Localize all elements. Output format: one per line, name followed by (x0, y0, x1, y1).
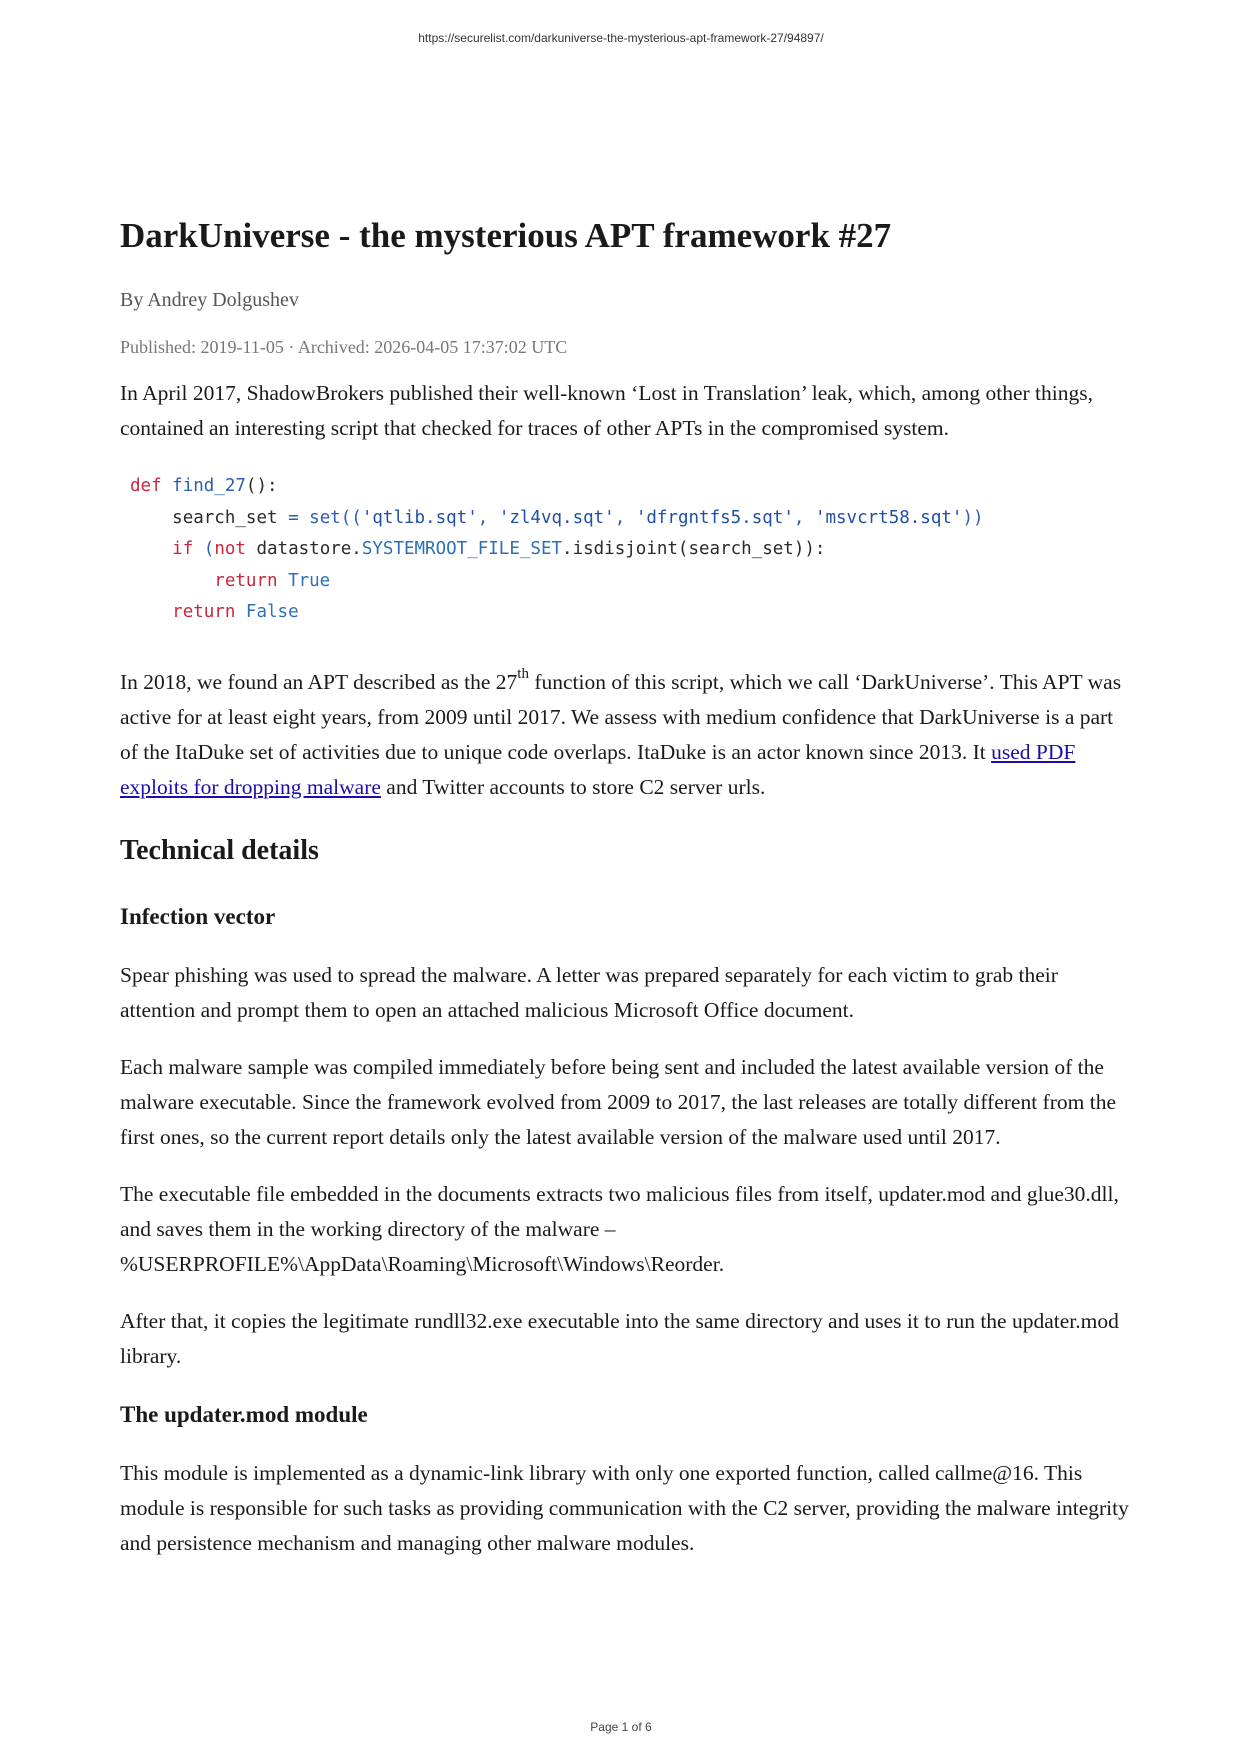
article-title: DarkUniverse - the mysterious APT framework #27 (120, 216, 892, 255)
code-string: 'zl4vq.sqt' (498, 507, 615, 528)
page-url: https://securelist.com/darkuniverse-the-mysterious-apt-framework-27/94897/ (418, 31, 824, 45)
publish-meta: Published: 2019-11-05 · Archived: 2026-04-05 17:37:02 UTC (120, 337, 568, 357)
paragraph-2018 (120, 665, 1130, 805)
article (120, 212, 1130, 1561)
code-string: 'dfrgntfs5.sqt' (635, 507, 794, 528)
intro-paragraph: In April 2017, ShadowBrokers published their well-known ‘Lost in Translation’ leak, which, among other things, contained an interesting script that checked for traces of other APTs in the compromised system. (120, 381, 1093, 440)
code-text: (): (245, 476, 278, 496)
code-text: )) (962, 507, 984, 528)
paragraph-text: and Twitter accounts to store C2 server urls. (380, 774, 766, 799)
superscript: th (517, 666, 529, 683)
code-keyword: def (130, 476, 162, 496)
compiled-paragraph: Each malware sample was compiled immediately before being sent and included the latest available version of the malware executable. Since the framework evolved from 2009 to 2017, the last releases are totally different from the first ones, so the current report details only the latest available version of the malware used until 2017. (120, 1054, 1116, 1149)
code-text: (( (340, 507, 362, 528)
code-text: .isdisjoint(search_set)): (562, 539, 826, 559)
spear-phishing-paragraph: Spear phishing was used to spread the malware. A letter was prepared separately for each victim to grab their attention and prompt them to open an attached malicious Microsoft Office document. (120, 962, 1058, 1022)
code-block: def find_27(): search_set = set(('qtlib.sqt', 'zl4vq.sqt', 'dfrgntfs5.sqt', 'msvcrt58.sqt')) if (not datastore.SYSTEMROOT_FILE_SET.isdisjoint(search_set)): return True return False (130, 476, 984, 622)
paragraph-text: In 2018, we found an APT described as the 27 (120, 669, 518, 694)
page-number: Page 1 of 6 (590, 1720, 652, 1734)
code-string: 'qtlib.sqt' (361, 507, 478, 528)
executable-paragraph (120, 1177, 1130, 1282)
updater-module-heading: The updater.mod module (120, 1401, 368, 1427)
code-constant: SYSTEMROOT_FILE_SET (361, 539, 563, 559)
module-paragraph: This module is implemented as a dynamic-link library with only one exported function, called callme@16. This module is responsible for such tasks as providing communication with the C2 server, providing the malware integrity and persistence mechanism and managing other malware modules. (120, 1460, 1129, 1555)
code-text: search_set (172, 507, 278, 528)
code-keyword: not (214, 539, 246, 559)
infection-vector-heading: Infection vector (120, 903, 276, 929)
code-operator: = (288, 507, 299, 528)
code-keyword: return (214, 570, 278, 591)
code-function-name: find_27 (172, 476, 246, 496)
code-keyword: if (172, 539, 194, 559)
code-constant: True (288, 570, 331, 591)
byline: By Andrey Dolgushev (120, 289, 299, 311)
pdf-exploits-link[interactable]: used PDF exploits for dropping malware (120, 739, 1076, 799)
paragraph-text: The executable file embedded in the documents extracts two malicious files from itself, updater.mod and glue30.dll, and saves them in the working directory of the malware – (120, 1181, 1119, 1241)
technical-details-heading: Technical details (120, 834, 319, 866)
code-constant: False (245, 602, 299, 622)
code-keyword: return (172, 602, 236, 622)
file-path: %USERPROFILE%\AppData\Roaming\Microsoft\Windows\Reorder. (120, 1251, 725, 1276)
paragraph-text: function of this script, which we call ‘DarkUniverse’. This APT was active for at least eight years, from 2009 until 2017. We assess with medium confidence that DarkUniverse is a part of the ItaDuke set of activities due to unique code overlaps. ItaDuke is an actor known since 2013. It (120, 669, 1122, 764)
code-string: 'msvcrt58.sqt' (814, 507, 963, 528)
code-builtin: set (309, 507, 341, 528)
rundll-paragraph: After that, it copies the legitimate rundll32.exe executable into the same directory and uses it to run the updater.mod library. (120, 1308, 1119, 1368)
code-text: datastore. (256, 539, 362, 559)
